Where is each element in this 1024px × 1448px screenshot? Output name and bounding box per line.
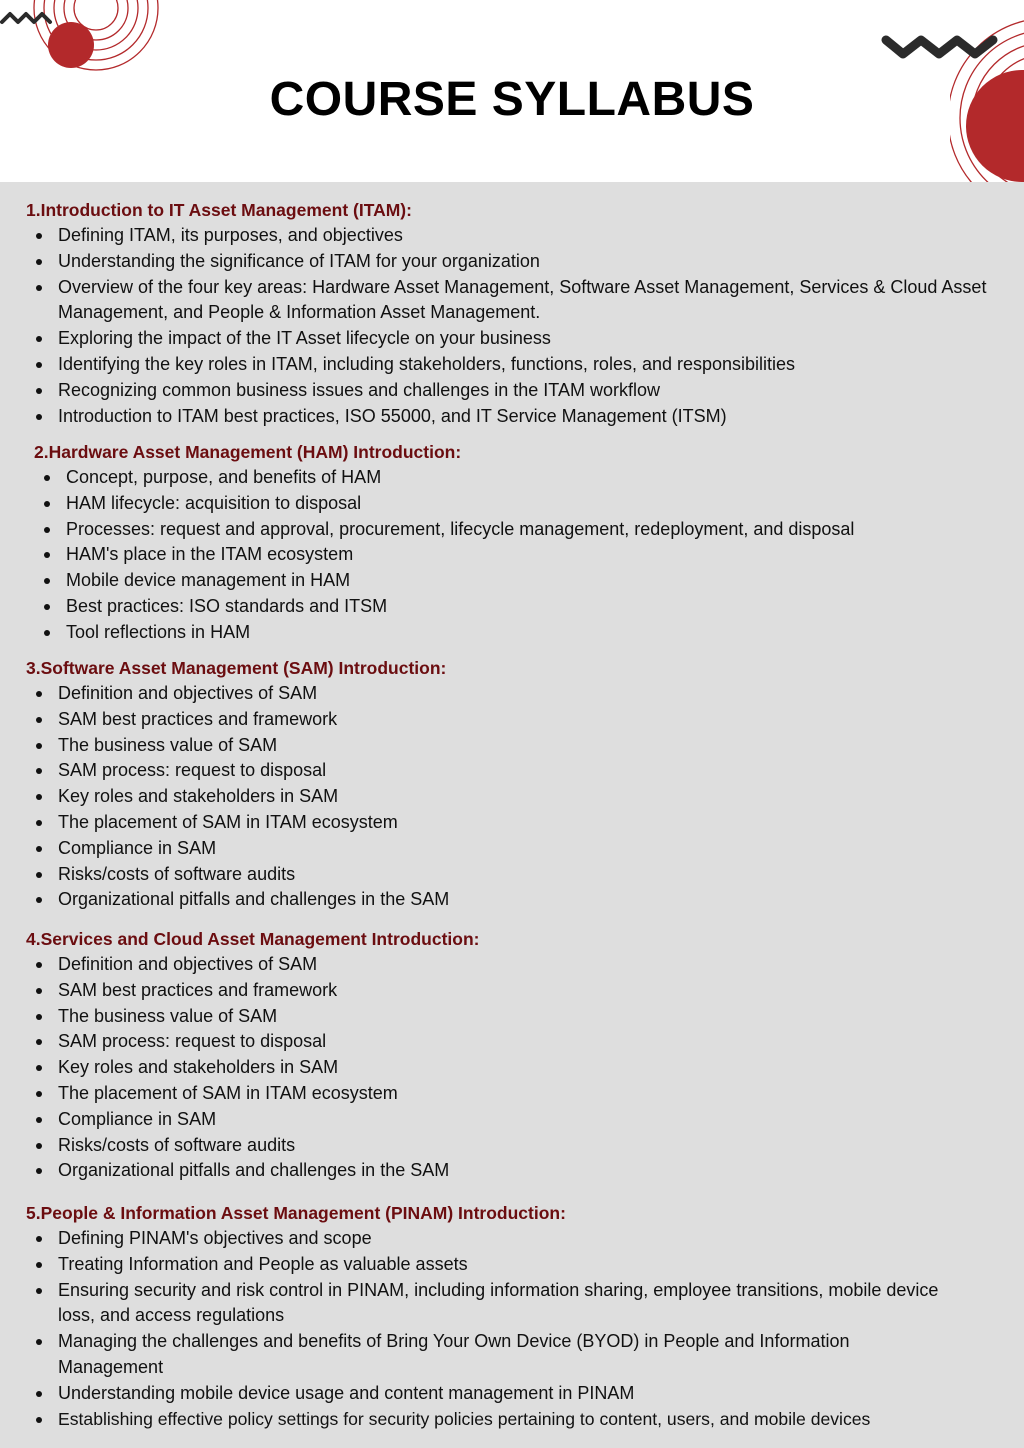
section-title: 2.Hardware Asset Management (HAM) Introduction: xyxy=(34,442,462,462)
syllabus-content xyxy=(0,182,1024,1448)
list-item: SAM best practices and framework xyxy=(26,707,1024,733)
list-item: Identifying the key roles in ITAM, including stakeholders, functions, roles, and responsibilities xyxy=(26,352,1024,378)
section-sam xyxy=(26,655,1024,913)
list-item: HAM lifecycle: acquisition to disposal xyxy=(34,491,1024,517)
list-item: Organizational pitfalls and challenges in the SAM xyxy=(26,887,1024,913)
list-item: Definition and objectives of SAM xyxy=(26,952,1024,978)
bullet-list xyxy=(26,1226,1024,1432)
list-item: SAM process: request to disposal xyxy=(26,758,1024,784)
zigzag-decoration-left xyxy=(0,8,56,28)
list-item: Understanding the significance of ITAM for your organization xyxy=(26,249,1024,275)
bullet-list xyxy=(26,223,1024,429)
list-item: HAM's place in the ITAM ecosystem xyxy=(34,542,1024,568)
list-item: Key roles and stakeholders in SAM xyxy=(26,784,1024,810)
bullet-list xyxy=(26,952,1024,1184)
section-services-cloud xyxy=(26,926,1024,1184)
page-title: COURSE SYLLABUS xyxy=(269,73,755,126)
list-item: Key roles and stakeholders in SAM xyxy=(26,1055,1024,1081)
list-item: Concept, purpose, and benefits of HAM xyxy=(34,465,1024,491)
list-item: The placement of SAM in ITAM ecosystem xyxy=(26,810,1024,836)
list-item: Defining PINAM's objectives and scope xyxy=(26,1226,1024,1252)
list-item: Risks/costs of software audits xyxy=(26,1133,1024,1159)
section-title: 1.Introduction to IT Asset Management (ITAM): xyxy=(26,200,412,220)
header xyxy=(0,0,1024,182)
list-item: The business value of SAM xyxy=(26,733,1024,759)
list-item: Compliance in SAM xyxy=(26,1107,1024,1133)
list-item: Risks/costs of software audits xyxy=(26,862,1024,888)
section-pinam xyxy=(26,1200,1024,1432)
list-item: Exploring the impact of the IT Asset lifecycle on your business xyxy=(26,326,1024,352)
list-item: Organizational pitfalls and challenges in the SAM xyxy=(26,1158,1024,1184)
list-item: Treating Information and People as valuable assets xyxy=(26,1252,1024,1278)
list-item: Definition and objectives of SAM xyxy=(26,681,1024,707)
section-itam xyxy=(26,197,1024,429)
list-item: Establishing effective policy settings for security policies pertaining to content, users, and mobile devices xyxy=(26,1407,1024,1433)
list-item: Tool reflections in HAM xyxy=(34,620,1024,646)
list-item: Mobile device management in HAM xyxy=(34,568,1024,594)
list-item: The business value of SAM xyxy=(26,1004,1024,1030)
section-title: 4.Services and Cloud Asset Management Introduction: xyxy=(26,929,480,949)
list-item: SAM process: request to disposal xyxy=(26,1029,1024,1055)
list-item: Introduction to ITAM best practices, ISO 55000, and IT Service Management (ITSM) xyxy=(26,404,1024,430)
section-ham xyxy=(34,439,1024,646)
list-item: Overview of the four key areas: Hardware Asset Management, Software Asset Management, Services & Cloud Asset Management, and People & Information Asset Management. xyxy=(26,275,988,327)
list-item: Processes: request and approval, procurement, lifecycle management, redeployment, and disposal xyxy=(34,517,1024,543)
section-title: 3.Software Asset Management (SAM) Introduction: xyxy=(26,658,447,678)
zigzag-decoration-right xyxy=(878,28,1008,64)
list-item: Managing the challenges and benefits of Bring Your Own Device (BYOD) in People and Information Management xyxy=(26,1329,938,1381)
list-item: Best practices: ISO standards and ITSM xyxy=(34,594,1024,620)
section-title: 5.People & Information Asset Management (PINAM) Introduction: xyxy=(26,1203,566,1223)
list-item: Recognizing common business issues and challenges in the ITAM workflow xyxy=(26,378,1024,404)
bullet-list xyxy=(34,465,1024,646)
list-item: Defining ITAM, its purposes, and objectives xyxy=(26,223,1024,249)
list-item: Ensuring security and risk control in PINAM, including information sharing, employee transitions, mobile device loss, and access regulations xyxy=(26,1278,958,1330)
bullet-list xyxy=(26,681,1024,913)
list-item: The placement of SAM in ITAM ecosystem xyxy=(26,1081,1024,1107)
list-item: SAM best practices and framework xyxy=(26,978,1024,1004)
list-item: Understanding mobile device usage and content management in PINAM xyxy=(26,1381,1024,1407)
list-item: Compliance in SAM xyxy=(26,836,1024,862)
